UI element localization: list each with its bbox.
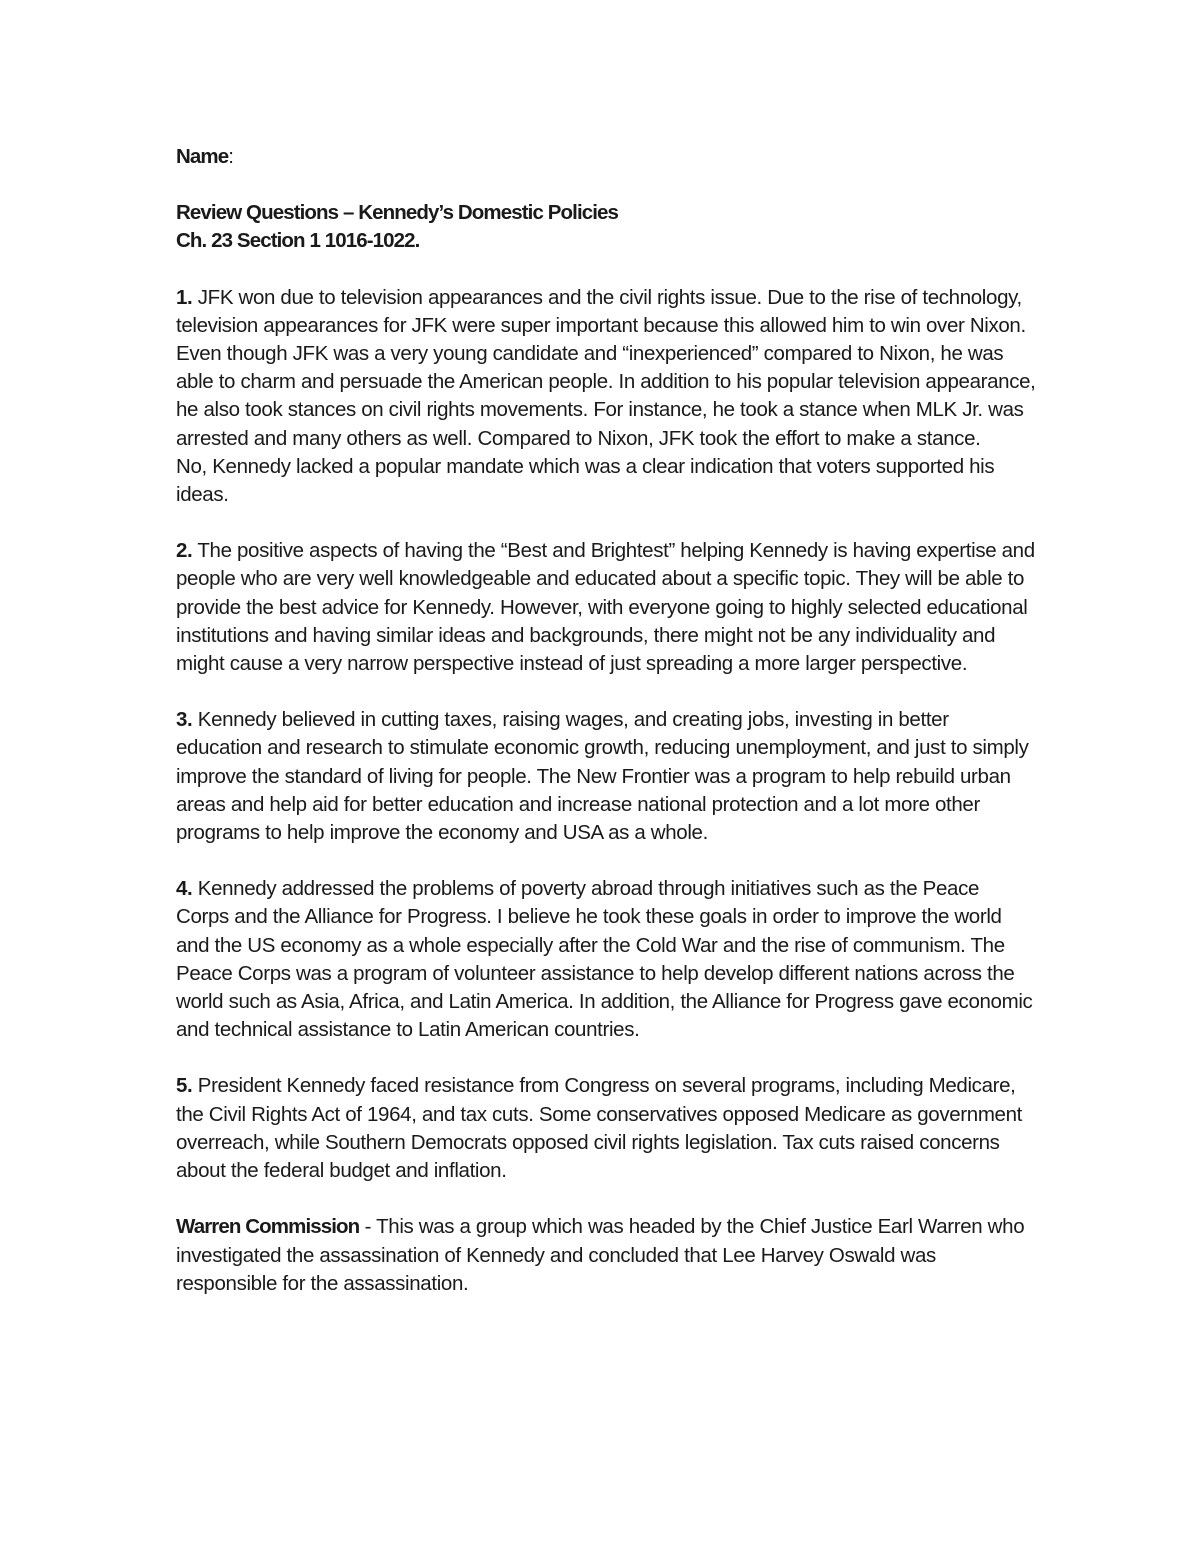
answer-number: 5.: [176, 1074, 193, 1098]
answer-2: [176, 537, 1036, 678]
warren-commission-text: - This was a group which was headed by the Chief Justice Earl Warren who investigated the assassination of Kennedy and concluded that Lee Harvey Oswald was responsible for the assassination.: [176, 1215, 1025, 1295]
answer-3: [176, 706, 1036, 847]
answer-number: 3.: [176, 708, 193, 732]
name-line: [176, 143, 1036, 171]
answer-5: [176, 1072, 1036, 1185]
answer-text: Kennedy believed in cutting taxes, raising wages, and creating jobs, investing in better education and research to stimulate economic growth, reducing unemployment, and just to simply improve the standard of living for people. The New Frontier was a program to help rebuild urban areas and help aid for better education and increase national protection and a lot more other programs to help improve the economy and USA as a whole.: [176, 708, 1029, 845]
answer-followup: No, Kennedy lacked a popular mandate which was a clear indication that voters supported his ideas.: [176, 454, 995, 507]
name-colon: :: [228, 145, 234, 168]
warren-commission-entry: [176, 1213, 1036, 1298]
answer-text: The positive aspects of having the “Best and Brightest” helping Kennedy is having expertise and people who are very well knowledgeable and educated about a specific topic. They will be able to provide the best advice for Kennedy. However, with everyone going to highly selected educational institutions and having similar ideas and backgrounds, there might not be any individuality and might cause a very narrow perspective instead of just spreading a more larger perspective.: [176, 539, 1035, 676]
document-subtitle: Ch. 23 Section 1 1016-1022.: [176, 229, 420, 253]
document-page: [176, 143, 1036, 1326]
answer-number: 4.: [176, 877, 193, 901]
answer-text: President Kennedy faced resistance from Congress on several programs, including Medicare, the Civil Rights Act of 1964, and tax cuts. Some conservatives opposed Medicare as government overreach, while Southern Democrats opposed civil rights legislation. Tax cuts raised concerns about the federal budget and inflation.: [176, 1074, 1022, 1183]
answer-1: [176, 284, 1036, 510]
answer-text: Kennedy addressed the problems of poverty abroad through initiatives such as the Peace Corps and the Alliance for Progress. I believe he took these goals in order to improve the world and the US economy as a whole especially after the Cold War and the rise of communism. The Peace Corps was a program of volunteer assistance to help develop different nations across the world such as Asia, Africa, and Latin America. In addition, the Alliance for Progress gave economic and technical assistance to Latin American countries.: [176, 877, 1033, 1042]
answer-number: 1.: [176, 285, 193, 309]
name-label: Name: [176, 145, 229, 168]
title-block: [176, 199, 1036, 255]
answer-text: JFK won due to television appearances and the civil rights issue. Due to the rise of technology, television appearances for JFK were super important because this allowed him to win over Nixon. Even though JFK was a very young candidate and “inexperienced” compared to Nixon, he was able to charm and persuade the American people. In addition to his popular television appearance, he also took stances on civil rights movements. For instance, he took a stance when MLK Jr. was arrested and many others as well. Compared to Nixon, JFK took the effort to make a stance.: [176, 285, 1036, 450]
answer-number: 2.: [176, 539, 193, 563]
answer-4: [176, 875, 1036, 1044]
warren-commission-term: Warren Commission: [176, 1215, 360, 1239]
document-title: Review Questions – Kennedy’s Domestic Policies: [176, 201, 619, 225]
